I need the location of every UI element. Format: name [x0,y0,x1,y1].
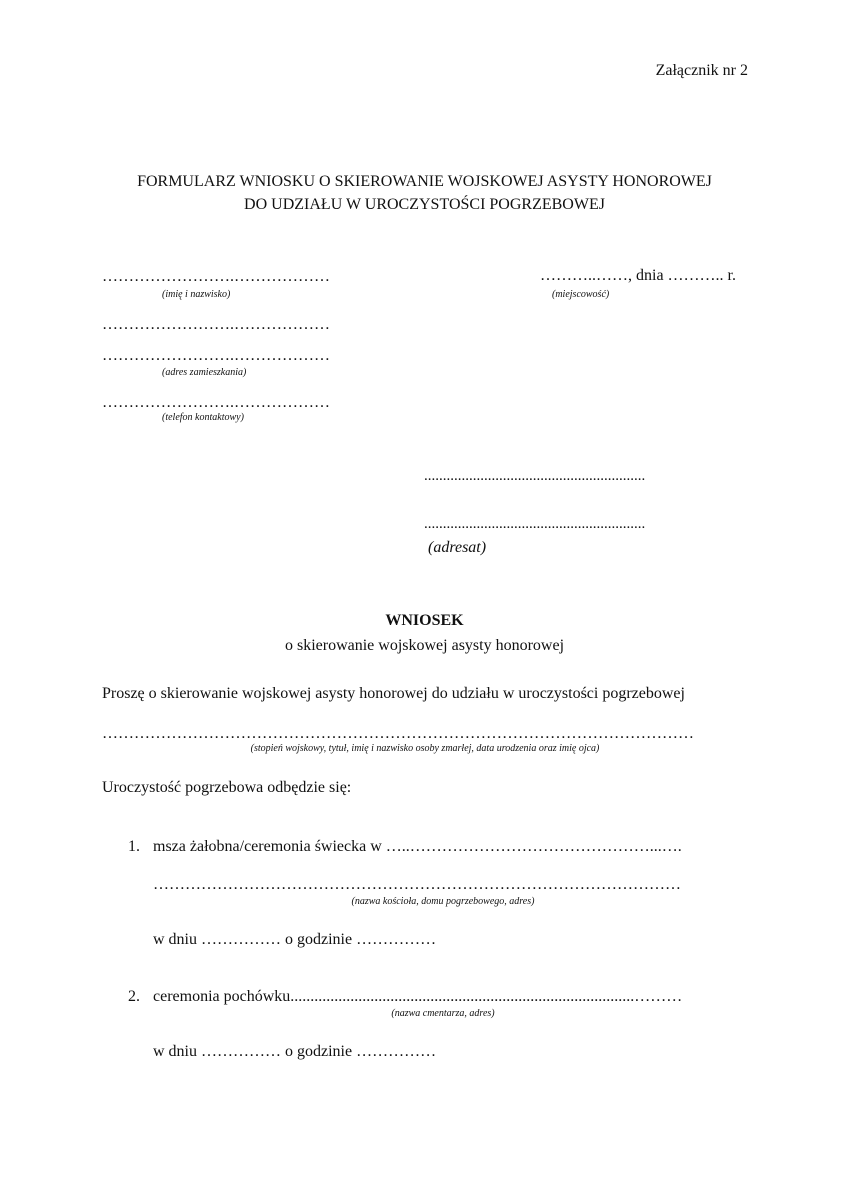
applicant-name-field[interactable]: …………………….……………… [102,268,330,285]
item-1-location-field[interactable]: ……………………………………………………………………………………… [153,876,681,893]
item-2-date-line[interactable]: w dniu …………… o godzinie …………… [153,1043,437,1060]
form-title-line-2: DO UDZIAŁU W UROCZYSTOŚCI POGRZEBOWEJ [244,196,605,213]
place-caption: (miejscowość) [552,289,610,300]
applicant-phone-field[interactable]: …………………….……………… [102,394,330,411]
item-1-number: 1. [128,838,140,855]
addressee-field-1[interactable]: ........................................................... [424,468,646,484]
deceased-caption: (stopień wojskowy, tytuł, imię i nazwisko osoby zmarłej, data urodzenia oraz imię ojca) [250,743,600,754]
item-2-caption: (nazwa cmentarza, adres) [391,1008,495,1019]
applicant-address-caption: (adres zamieszkania) [162,367,247,378]
item-1-date-line[interactable]: w dniu …………… o godzinie …………… [153,931,437,948]
ceremony-intro: Uroczystość pogrzebowa odbędzie się: [102,779,352,796]
item-1-caption: (nazwa kościoła, domu pogrzebowego, adres) [351,896,535,907]
applicant-address-field-2[interactable]: …………………….……………… [102,347,330,364]
applicant-name-caption: (imię i nazwisko) [162,289,231,300]
request-heading: WNIOSEK [385,612,464,629]
applicant-address-field-1[interactable]: …………………….……………… [102,316,330,333]
item-2-number: 2. [128,988,140,1005]
applicant-phone-caption: (telefon kontaktowy) [162,412,244,423]
request-subheading: o skierowanie wojskowej asysty honorowej [284,637,565,654]
annex-label: Załącznik nr 2 [655,62,748,79]
item-1-label[interactable]: msza żałobna/ceremonia świecka w …..………………………………………...…. [153,838,682,855]
addressee-field-2[interactable]: ........................................................... [424,516,646,532]
place-date-field[interactable]: ………..……, dnia ……….. r. [540,267,736,284]
deceased-field[interactable]: ………………………………………………………………………………………………… [102,725,694,742]
form-title-line-1: FORMULARZ WNIOSKU O SKIEROWANIE WOJSKOWEJ ASYSTY HONOROWEJ [137,173,712,190]
request-intro: Proszę o skierowanie wojskowej asysty honorowej do udziału w uroczystości pogrzebowej [102,685,685,702]
item-2-label[interactable]: ceremonia pochówku......................................................................................……… [153,988,683,1005]
addressee-caption: (adresat) [428,539,487,556]
